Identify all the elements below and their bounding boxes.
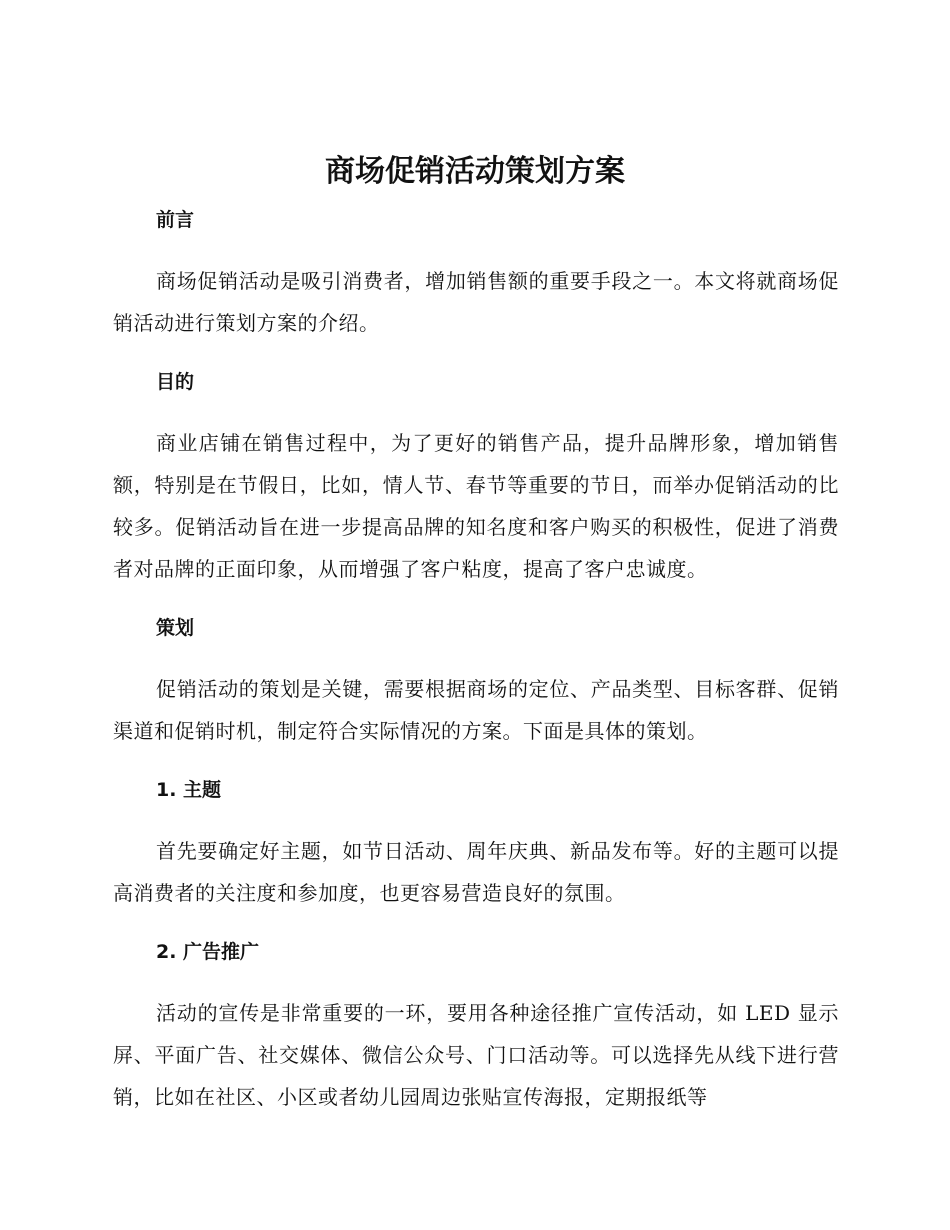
section-heading-planning: 策划 (156, 617, 195, 639)
section-heading-advertising: 2. 广告推广 (156, 941, 260, 963)
document-title: 商场促销活动策划方案 (325, 154, 625, 189)
section-paragraph-purpose: 商业店铺在销售过程中，为了更好的销售产品，提升品牌形象，增加销售额，特别是在节假日，比如，情人节、春节等重要的节日，而举办促销活动的比较多。促销活动旨在进一步提高品牌的知名度和客户购买的积极性，促进了消费者对品牌的正面印象，从而增强了客户粘度，提高了客户忠诚度。 (113, 431, 839, 581)
section-paragraph-advertising: 活动的宣传是非常重要的一环，要用各种途径推广宣传活动，如 LED 显示屏、平面广告、社交媒体、微信公众号、门口活动等。可以选择先从线下进行营销，比如在社区、小区或者幼儿园周边张贴宣传海报，定期报纸等 (113, 1001, 839, 1109)
section-paragraph-preface: 商场促销活动是吸引消费者，增加销售额的重要手段之一。本文将就商场促销活动进行策划方案的介绍。 (113, 269, 839, 335)
document-body (113, 198, 839, 1134)
section-heading-purpose: 目的 (156, 371, 195, 393)
section-heading-theme: 1. 主题 (156, 779, 222, 801)
section-paragraph-planning: 促销活动的策划是关键，需要根据商场的定位、产品类型、目标客群、促销渠道和促销时机，制定符合实际情况的方案。下面是具体的策划。 (113, 677, 839, 743)
section-heading-preface: 前言 (156, 209, 195, 231)
section-paragraph-theme: 首先要确定好主题，如节日活动、周年庆典、新品发布等。好的主题可以提高消费者的关注度和参加度，也更容易营造良好的氛围。 (113, 839, 839, 905)
